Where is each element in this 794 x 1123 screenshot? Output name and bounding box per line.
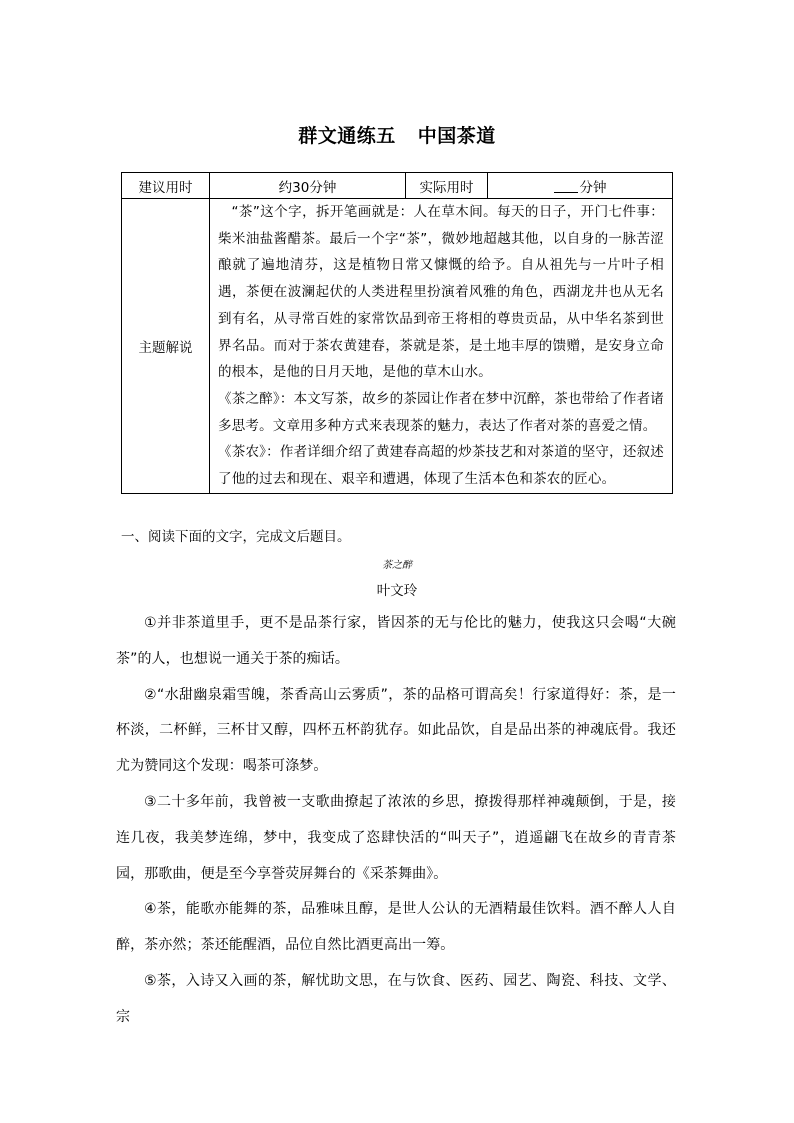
theme-paragraph-2: 《茶之醉》：本文写茶，故乡的茶园让作者在梦中沉醉，茶也带给了作者诸多思考。文章用多种方式来表现茶的魅力，表达了作者对茶的喜爱之情。 <box>218 390 664 434</box>
actual-time-unit: 分钟 <box>579 179 607 196</box>
article-paragraph-2: ②“水甜幽泉霜雪魄，茶香高山云雾质”，茶的品格可谓高矣！行家道得好：茶，是一杯淡，二杯鲜，三杯甘又醇，四杯五杯韵犹存。如此品饮，自是品出茶的神魂底骨。我还尤为赞同这个发现：喝茶可涤梦。 <box>116 686 676 775</box>
theme-explanation <box>210 199 673 494</box>
article-paragraph-5: ⑤茶，入诗又入画的茶，解忧助文思，在与饮食、医药、园艺、陶瓷、科技、文学、宗 <box>116 972 676 1025</box>
title-part-2: 中国茶道 <box>417 125 496 147</box>
title-part-1: 群文通练五 <box>298 125 396 147</box>
theme-paragraph-3: 《茶农》：作者详细介绍了黄建春高超的炒茶技艺和对茶道的坚守，还叙述了他的过去和现在、艰辛和遭遇，体现了生活本色和茶农的匠心。 <box>218 444 664 488</box>
time-row <box>122 173 673 199</box>
actual-time-blank <box>554 179 578 193</box>
theme-label: 主题解说 <box>122 199 210 494</box>
info-table <box>121 172 673 494</box>
article-paragraph-4: ④茶，能歌亦能舞的茶，品雅味且醇，是世人公认的无酒精最佳饮料。酒不醉人人自醉，茶亦然；茶还能醒酒，品位自然比酒更高出一筹。 <box>116 901 676 954</box>
suggested-time-label: 建议用时 <box>122 173 210 199</box>
article-paragraph-3: ③二十多年前，我曾被一支歌曲撩起了浓浓的乡思，撩拨得那样神魂颠倒，于是，接连几夜，我美梦连绵，梦中，我变成了恣肆快活的“叫天子”，逍遥翩飞在故乡的青青茶园，那歌曲，便是至今享誉荧屏舞台的《采茶舞曲》。 <box>116 793 676 882</box>
page-title <box>0 121 794 148</box>
article-body <box>116 606 676 1036</box>
theme-row <box>122 199 673 494</box>
question-heading: 一、阅读下面的文字，完成文后题目。 <box>121 529 351 545</box>
suggested-time-value: 约30分钟 <box>210 173 406 199</box>
article-title: 茶之醉 <box>382 560 412 571</box>
article-paragraph-1: ①并非茶道里手，更不是品茶行家，皆因茶的无与伦比的魅力，使我这只会喝“大碗茶”的人，也想说一通关于茶的痴话。 <box>116 615 676 667</box>
theme-paragraph-1: “茶”这个字，拆开笔画就是：人在草木间。每天的日子，开门七件事：柴米油盐酱醋茶。最后一个字“茶”，微妙地超越其他，以自身的一脉苦涩酿就了遍地清芬，这是植物日常又慷慨的给予。自从祖先与一片叶子相遇，茶便在波澜起伏的人类进程里扮演着风雅的角色，西湖龙井也从无名到有名，从寻常百姓的家常饮品到帝王将相的尊贵贡品，从中华名茶到世界名品。而对于茶农黄建春，茶就是茶，是土地丰厚的馈赠，是安身立命的根本，是他的日月天地，是他的草木山水。 <box>218 204 664 381</box>
actual-time-label: 实际用时 <box>406 173 488 199</box>
article-author: 叶文玲 <box>376 583 418 599</box>
actual-time-value <box>488 173 673 199</box>
